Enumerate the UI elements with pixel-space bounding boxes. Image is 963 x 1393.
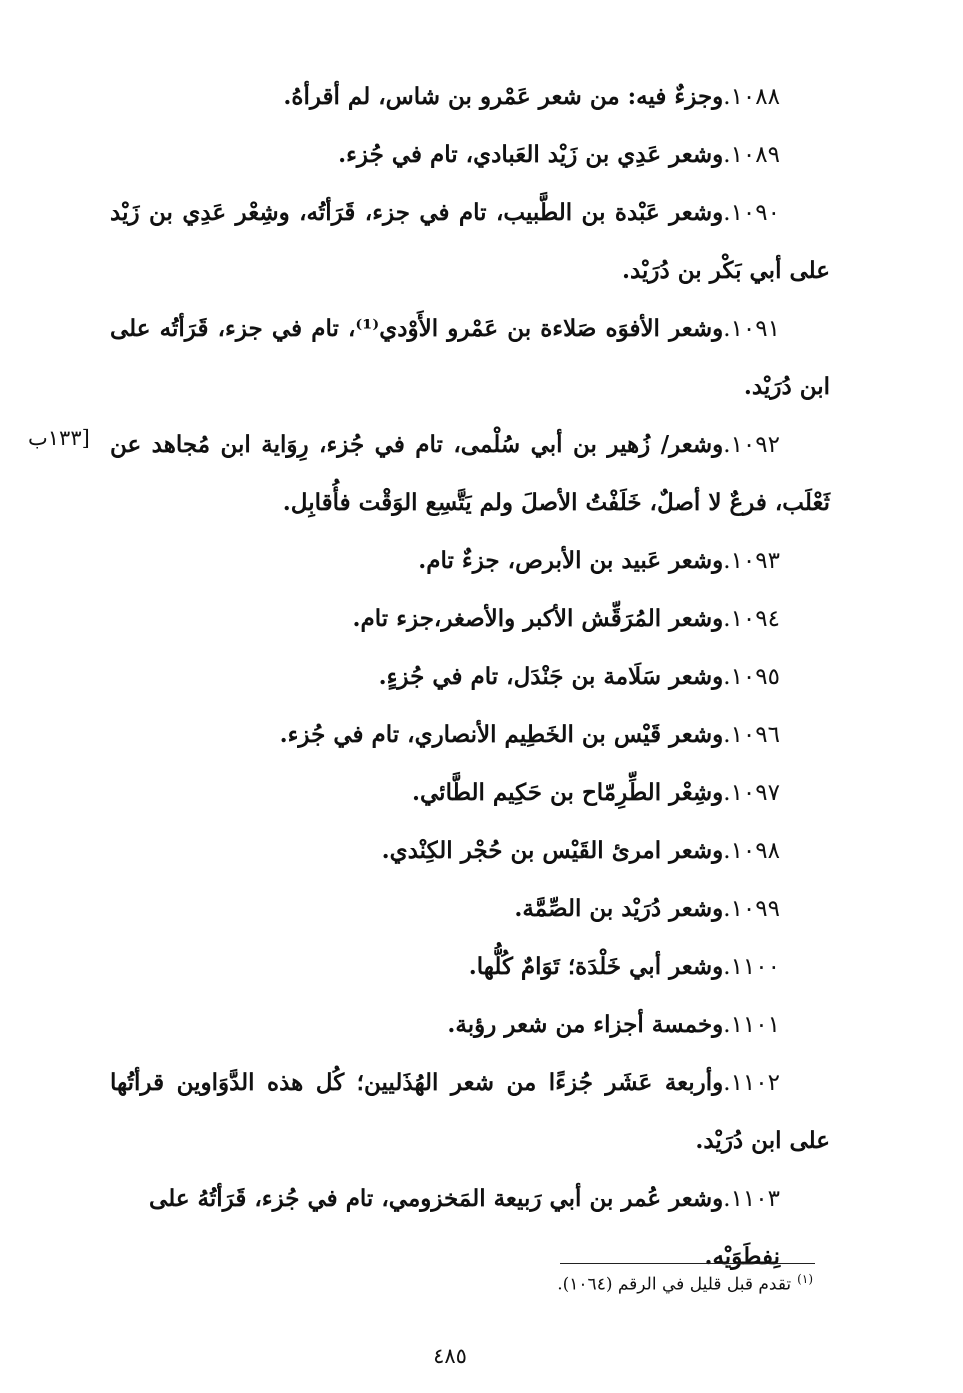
entry-text: وشعر عُمر بن أبي رَبيعة المَخزومي، تام في جُزء، قَرَأتُهُ على نِفطَوَيْه. [149,1185,780,1270]
entry-1092 [110,416,830,532]
entry-text: وشعر المُرَقِّش الأكبر والأصغر،جزء تام. [352,605,724,632]
footnote-mark: (١) [797,1272,813,1286]
entry-text: وجزءٌ فيه: من شعر عَمْرو بن شاس، لم أقرأهُ. [283,83,724,110]
entry-number: ١١٠٢. [723,1070,780,1096]
entry-number: ١٠٨٩. [723,142,780,168]
entry-1096 [110,706,830,764]
entry-number: ١٠٩٠. [723,200,780,226]
entry-1094 [110,590,830,648]
entry-1100 [110,938,830,996]
entry-1103 [110,1170,830,1286]
footnote-divider [560,1263,815,1264]
entry-text: وشعر أبي خَلْدَة؛ تَوَامٌ كُلُّها. [468,953,724,980]
entry-number: ١٠٩٥. [723,664,780,690]
entry-1098 [110,822,830,880]
entry-text: وشعر الأفوَه صَلاءة بن عَمْرو الأَوْدي⁽¹⁾، تام في جزء، قَرَأتُه على ابن دُرَيْد. [110,315,830,400]
entry-number: ١١٠٠. [723,954,780,980]
entry-text: وشعر دُرَيْد بن الصِّمَّة. [514,895,724,922]
entry-number: ١٠٨٨. [723,84,780,110]
entry-text: وشعر امرئ القَيْس بن حُجْر الكِنْدي. [381,837,724,864]
page-number: ٤٨٥ [433,1344,467,1368]
entry-text: وشعر عَبيد بن الأبرص، جزءٌ تام. [418,547,724,574]
entry-1099 [110,880,830,938]
entry-number: ١١٠٣. [723,1186,780,1212]
entry-list [110,68,830,1286]
entry-number: ١١٠١. [723,1012,780,1038]
entry-text: وخمسة أجزاء من شعر رؤبة. [447,1011,724,1038]
entry-text: وشعر عَبْدة بن الطَّبيب، تام في جزء، قَرَأتُه، وشِعْر عَدِي بن زَيْد على أبي بَكْر بن دُرَيْد. [110,199,830,284]
footnote [557,1272,813,1295]
entry-1102 [110,1054,830,1170]
entry-text: وشعر عَدِي بن زَيْد العَبادي، تام في جُزء. [338,141,724,168]
entry-text: وشعر قَيْس بن الخَطِيم الأنصاري، تام في جُزء. [279,721,724,748]
entry-number: ١٠٩٧. [723,780,780,806]
entry-number: ١٠٩٦. [723,722,780,748]
entry-number: ١٠٩٩. [723,896,780,922]
entry-1101 [110,996,830,1054]
entry-number: ١٠٩١. [723,316,780,342]
margin-folio-note: [١٣٣ب [28,426,90,450]
entry-1091 [110,300,830,416]
entry-1095 [110,648,830,706]
entry-number: ١٠٩٣. [723,548,780,574]
footnote-text: تقدم قبل قليل في الرقم (١٠٦٤). [557,1274,792,1295]
entry-text: وأربعة عَشَر جُزءًا من شعر الهُذَليين؛ كُل هذه الدَّوَاوين قرأتُها على ابن دُرَيْد. [110,1069,830,1154]
entry-text: وشعر سَلَامة بن جَنْدَل، تام في جُزءٍ. [378,663,724,690]
entry-number: ١٠٩٤. [723,606,780,632]
entry-1088 [110,68,830,126]
entry-1097 [110,764,830,822]
entry-number: ١٠٩٢. [723,432,780,458]
entry-text: وشعر/ زُهير بن أبي سُلْمى، تام في جُزء، رِوَاية ابن مُجاهد عن ثَعْلَب، فرعٌ لا أصلٌ، خَلَفْتُ الأصلَ ولم يَتَّسِع الوَقْت فأُقابِل. [110,431,830,516]
entry-1089 [110,126,830,184]
entry-1090 [110,184,830,300]
entry-1093 [110,532,830,590]
entry-number: ١٠٩٨. [723,838,780,864]
entry-text: وشِعْر الطِّرِمّاح بن حَكِيم الطَّائي. [412,779,724,806]
